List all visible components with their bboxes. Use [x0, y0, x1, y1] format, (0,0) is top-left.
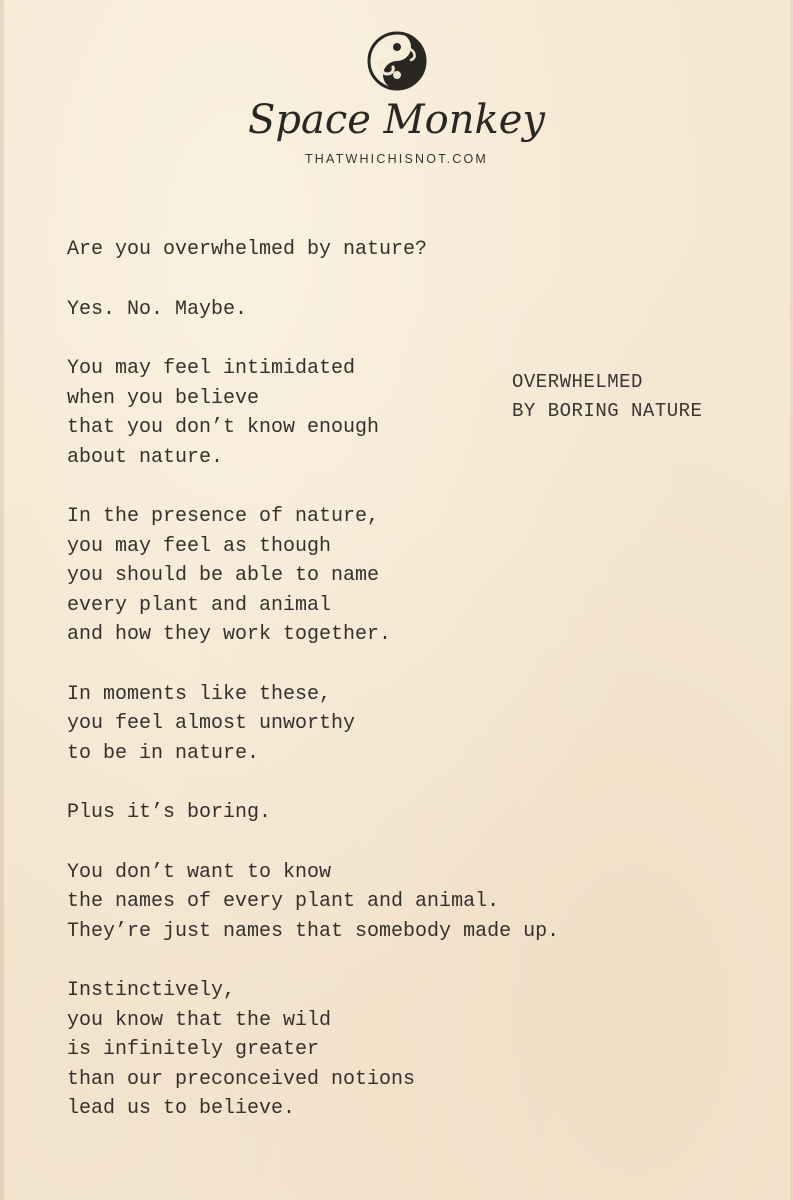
poem-line: you feel almost unworthy	[67, 712, 356, 735]
poem-line: lead us to believe.	[67, 1097, 296, 1120]
poem-line: you should be able to name	[67, 564, 380, 587]
poem-line: Are you overwhelmed by nature?	[67, 238, 428, 261]
yin-yang-monkey-icon	[366, 30, 428, 92]
poem-stanza	[67, 295, 587, 325]
poem-stanza	[67, 502, 587, 650]
brand-url: THATWHICHISNOT.COM	[304, 152, 489, 166]
poem-line: Yes. No. Maybe.	[67, 297, 248, 321]
poem-line: You may feel intimidated	[67, 357, 356, 380]
poem-stanza	[67, 858, 587, 947]
poem-line: You don’t want to know	[67, 860, 332, 884]
brand-name: Space Monkey	[248, 97, 545, 143]
poem-line: when you believe	[67, 386, 260, 410]
poem-line: you know that the wild	[67, 1008, 332, 1032]
poem-line: They’re just names that somebody made up.	[67, 919, 560, 943]
poem-line: than our preconceived notions	[67, 1067, 416, 1091]
poem-line: you may feel as though	[67, 534, 332, 558]
poem-line: to be in nature.	[67, 741, 260, 765]
poem-stanza	[67, 976, 587, 1124]
poem-line: In moments like these,	[67, 682, 332, 706]
poem-line: Plus it’s boring.	[67, 801, 272, 824]
site-header	[0, 30, 793, 166]
poem-stanza	[67, 354, 587, 472]
poem-stanza	[67, 798, 587, 828]
poem-line: about nature.	[67, 445, 224, 469]
poem-line: Instinctively,	[67, 979, 236, 1002]
poem-line: In the presence of nature,	[67, 505, 380, 528]
poem-line: every plant and animal	[67, 593, 332, 617]
poem-stanza	[67, 680, 587, 769]
poem-line: is infinitely greater	[67, 1038, 320, 1061]
poem-title-line: OVERWHELMED	[512, 371, 643, 393]
poem-line: the names of every plant and animal.	[67, 890, 500, 913]
poem-line: that you don’t know enough	[67, 416, 380, 439]
poem-line: and how they work together.	[67, 623, 392, 646]
poem-stanza	[67, 235, 587, 265]
poem-title-line: BY BORING NATURE	[512, 400, 703, 422]
poem-body	[67, 235, 587, 1154]
